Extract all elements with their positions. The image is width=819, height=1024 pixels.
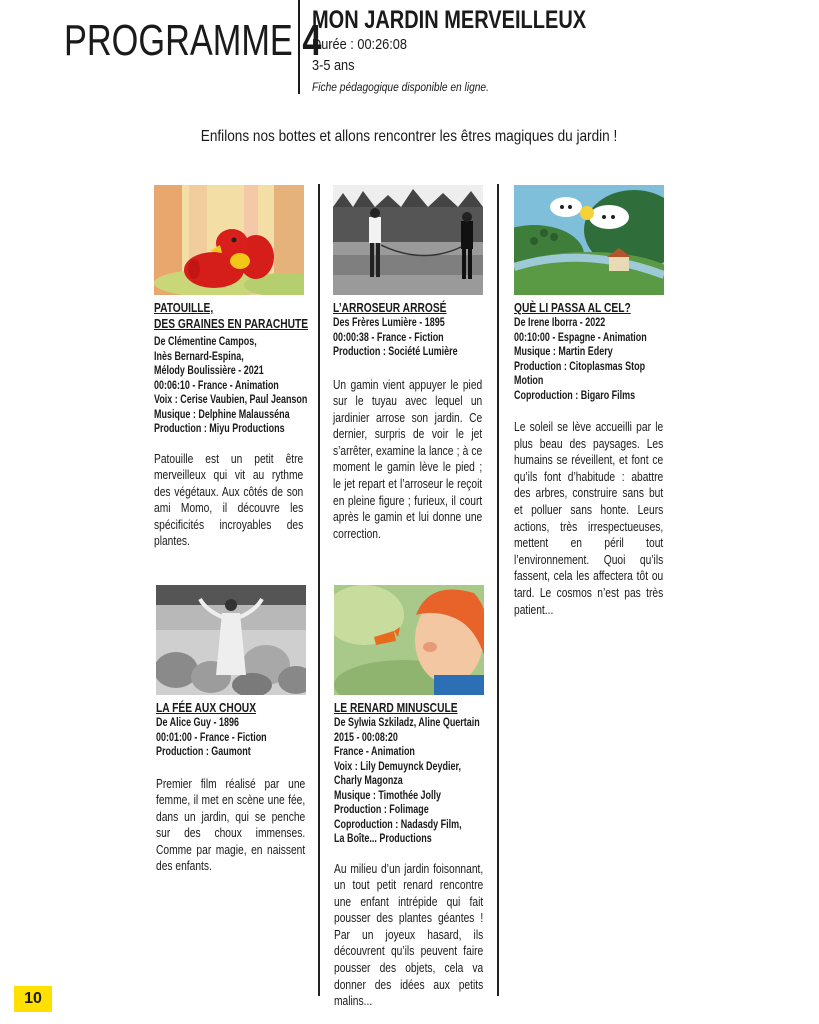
film-credit: Production : Gaumont [156, 746, 251, 758]
film-credit: Production : Citoplasmas Stop [514, 360, 646, 373]
film-still-arroseur [333, 185, 483, 295]
page-number: 10 [14, 986, 52, 1012]
programme-title: MON JARDIN MERVEILLEUX [312, 6, 587, 34]
film-title: DES GRAINES EN PARACHUTE [154, 317, 309, 331]
film-credit: 00:00:38 - France - Fiction [333, 331, 444, 344]
film-credit: France - Animation [334, 746, 415, 758]
film-card-patouille [154, 300, 309, 550]
film-card-renard [334, 700, 489, 1010]
intro-text: Enfilons nos bottes et allons rencontrer les êtres magiques du jardin ! [201, 128, 618, 145]
film-title: LE RENARD MINUSCULE [334, 701, 458, 715]
film-credit: De Irene Iborra - 2022 [514, 317, 606, 329]
film-credit: De Clémentine Campos, [154, 336, 257, 348]
programme-number: 4 [302, 16, 322, 65]
film-credit: 00:06:10 - France - Animation [154, 379, 279, 392]
film-title: PATOUILLE, [154, 301, 214, 315]
film-credit: Charly Magonza [334, 775, 403, 787]
programme-label: PROGRAMME [64, 16, 293, 65]
film-credit: Des Frères Lumière - 1895 [333, 317, 445, 329]
film-credit: Mélody Boulissière - 2021 [154, 365, 264, 377]
film-title: LA FÉE AUX CHOUX [156, 701, 257, 715]
film-credit: Voix : Cerise Vaubien, Paul Jeanson [154, 394, 308, 406]
film-credit: Voix : Lily Demuynck Deydier, [334, 760, 461, 773]
film-card-cel [514, 300, 669, 618]
film-credit: De Alice Guy - 1896 [156, 717, 239, 729]
film-credit: Inès Bernard-Espina, [154, 350, 244, 363]
film-synopsis: Un gamin vient appuyer le pied sur le tuyau avec lequel un jardinier arrose son jardin. Ce dernier, surpris de voir le jet s’arrêter, examine la lance ; à ce moment le gamin lève le pied ; le jet repart et l’arroseur le reçoit en pleine figure ; furieux, il court après le gamin et lui donne une correction. [333, 377, 483, 541]
programme-note: Fiche pédagogique disponible en ligne. [312, 80, 489, 94]
film-credit: Musique : Timothée Jolly [334, 789, 441, 802]
programme-heading [64, 16, 321, 66]
film-credit: 2015 - 00:08:20 [334, 731, 398, 744]
film-credit: Coproduction : Nadasdy Film, [334, 818, 462, 831]
film-still-fee [156, 585, 306, 695]
film-credit: Motion [514, 375, 544, 387]
film-synopsis: Premier film réalisé par une femme, il met en scène une fée, dans un jardin, qui se penche sur des choux immenses. Comme par magie, en naissent des enfants. [156, 776, 306, 874]
column-separator [318, 184, 320, 996]
header-divider [298, 0, 300, 94]
film-credit: La Boîte... Productions [334, 833, 432, 845]
film-credit: Production : Miyu Productions [154, 423, 285, 435]
film-card-fee [156, 700, 311, 875]
film-card-arroseur [333, 300, 488, 542]
film-title: L’ARROSEUR ARROSÉ [333, 301, 447, 315]
film-synopsis: Patouille est un petit être merveilleux qui vit au rythme des végétaux. Aux côtés de son ami Momo, il découvre les spécificités incroyables des plantes. [154, 451, 304, 549]
film-still-cel [514, 185, 664, 295]
film-credit: Coproduction : Bigaro Films [514, 389, 636, 402]
film-credit: De Sylwia Szkiladz, Aline Quertain [334, 717, 480, 729]
film-credit: 00:10:00 - Espagne - Animation [514, 331, 647, 344]
film-still-patouille [154, 185, 304, 295]
film-still-renard [334, 585, 484, 695]
programme-duration: Durée : 00:26:08 [312, 36, 407, 53]
film-credit: Musique : Delphine Malausséna [154, 408, 290, 421]
film-synopsis: Le soleil se lève accueilli par le plus beau des paysages. Les humains se réveillent, et font ce qu’ils font d’habitude : abattre des arbres, construire sans but et polluer sans honte. Leurs actions, très irrespectueuses, mettent en péril tout l’environnement. Quoi qu’ils fassent, cela les affectera tôt ou tard. Le cosmos n’est pas très patient... [514, 420, 664, 617]
programme-age: 3-5 ans [312, 57, 355, 74]
film-credit: Production : Société Lumière [333, 346, 458, 358]
film-credit: Production : Folimage [334, 804, 429, 816]
film-title: QUÈ LI PASSA AL CEL? [514, 301, 631, 315]
film-credit: 00:01:00 - France - Fiction [156, 731, 267, 744]
film-synopsis: Au milieu d’un jardin foisonnant, un tout petit renard rencontre une enfant intrépide qui fait pousser des plantes géantes ! Par un joyeux hasard, ils découvrent qu’ils peuvent faire pousser des objets, cela va donner des idées aux petits malins... [334, 861, 484, 1009]
film-credit: Musique : Martin Edery [514, 346, 613, 358]
column-separator [497, 184, 499, 996]
